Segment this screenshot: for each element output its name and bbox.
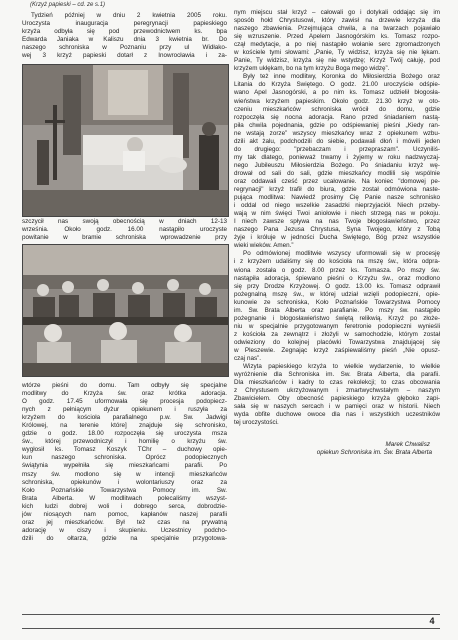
text-line: my tak dlatego, ponieważ trwamy i żyjemy w roku nadzwyczaj-: [234, 153, 440, 161]
text-line: Królowej, na terenie które] znajduje się schronisko,: [22, 422, 227, 430]
text-line: O godz. 17.45 uformowała się procesja podopiecz-: [22, 398, 227, 406]
text-line: naszego zbawienia. Przejmująca chwila, a na twarzach pojawiało: [234, 25, 440, 33]
text-line: sała się w naszych sercach i w pamięci oraz w historii. Niech: [234, 403, 440, 411]
text-line: wyróżnienie dla Schroniska im. Św. Brata Alberta, dla parafii.: [234, 371, 440, 379]
text-line: krzyża odbyła się pod przewodnictwem ks. bpa: [22, 28, 227, 36]
text-line: gdzie o godz. 18.00 rozpoczęła się uroczysta msza: [22, 430, 227, 438]
text-line: sposób hołd Chrystusowi, który zawisł na drzewie krzyża dla: [234, 17, 440, 25]
text-line: Uroczysta inauguracja peregrynacji papieskiego: [22, 20, 227, 28]
text-line: żyje i króluje w jedności Ducha Świętego, Bóg przez wszystkie: [234, 234, 440, 242]
text-line: pująca modlitwa: Nawiedź prosimy Cię Panie nasze schronisko: [234, 194, 440, 202]
footer-rule-bottom: [22, 628, 440, 629]
text-line: wygłosił ks. Tomasz Koszyk TChr – duchowy opie-: [22, 446, 227, 454]
right-column-text: [234, 9, 440, 458]
text-line: świątynia wypełniła się mieszkańcami parafii. Po: [22, 462, 227, 470]
text-line: wtórze pieśni do domu. Tam odbyły się specjalne: [22, 382, 227, 389]
footer-rule-top: [22, 614, 440, 615]
text-line: adorację w ciszy i skupieniu. Uczestnicy podcho-: [22, 526, 227, 534]
text-line: wieństwa krzyżem papieskim. Około godz. 21.30 krzyż w oto-: [234, 97, 440, 105]
text-line: jów niosących nam pomoc, kapłanów naszej parafii: [22, 510, 227, 518]
text-line: wyda obfite duchowe owoce dla nas i wszystkich uczestników: [234, 411, 440, 419]
congregation-photo: [22, 244, 229, 377]
text-line: pożegnanie i błogosławieństwo świętą relikwią. Krzyż po złoże-: [234, 314, 440, 322]
left-column-top-text: [22, 12, 227, 60]
text-line: się wzruszenie. Przed Apelem Jasnogórskim ks. Tomasz rozpo-: [234, 33, 440, 41]
text-line: czaj nas”.: [234, 355, 261, 363]
text-line: rozpoczęła się nocna adoracja. Rano przed śniadaniem nastą-: [234, 113, 440, 121]
text-line: dzili do ołtarza, gdzie na specjalnie przygotowa-: [22, 534, 227, 542]
text-line: dzili akt żalu, podchodzili do siebie, podawali dłoń i mówili jeden: [234, 137, 440, 145]
text-line: odwieziony do kolejnej placówki Towarzystwa znajdującej się: [234, 338, 440, 346]
text-line: oraz jej mieszkańców. Był też czas na prywatną: [22, 518, 227, 526]
text-line: Po odmówionej modlitwie wszyscy uformowali się w procesję: [243, 250, 440, 258]
text-line: niu w specjalnie przygotowanym feretronie podopieczni wynieśli: [234, 322, 440, 330]
page-number: 4: [429, 616, 435, 626]
church-altar-photo: [22, 64, 229, 217]
text-line: Panie, Ty widzisz, krzyża się nie wstydzę; Krzyż Twój całuję, pod: [234, 57, 440, 65]
text-line: wano Apel Jasnogórski, a po nim ks. Tomasz udzielił błogosła-: [234, 89, 440, 97]
text-line: nastąpiła adoracja, śpiewano pieśni o Krzyżu św., oraz modlono: [234, 274, 440, 282]
text-line: szczycił nas swoją obecnością w dniach 12-13: [22, 218, 227, 225]
text-line: Zbawicielem. Oby obecność papieskiego krzyża głęboko zapi-: [234, 395, 440, 403]
text-line: Tydzień później w dniu 2 kwietnia 2005 roku.: [31, 12, 227, 19]
author-name: Marek Chwalisz: [385, 441, 430, 449]
text-line: czął medytacje, a po niej nastąpiło wołanie serc zgromadzonych: [234, 41, 440, 49]
text-line: w kościele tymi słowami: „Panie, Ty widzisz, krzyża się nie lękam.: [234, 49, 440, 57]
text-line: piła chwila pojednania, gdzie po odśpiewaniej pieśni „Kiedy ran-: [234, 121, 440, 129]
text-line: w Pleszewie. Żegnając krzyż zaśpiewaliśmy pieśń „Nie opusz-: [234, 346, 440, 354]
left-column-middle-text: [22, 218, 227, 242]
text-line: wieki wieków. Amen.”: [234, 242, 294, 250]
text-line: pożegnalną mszę św., w której udział wzięli podopieczni, opie-: [234, 290, 440, 298]
text-line: naszego Pana Jezusa Chrystusa, Syna Twojego, który z Tobą: [234, 226, 440, 234]
text-line: tej uroczystości.: [234, 419, 279, 427]
text-line: Dla mieszkańców i kadry to czas rekolekcji; to czas obcowania: [234, 379, 440, 387]
left-column-bottom-text: [22, 382, 227, 543]
text-line: krzyżem ukłękam, bo na tym krzyżu Boga mego widzę”.: [234, 65, 390, 73]
text-line: nym miejscu stał krzyż – całowali go i dotykali oddając się im: [234, 9, 440, 16]
text-line: powitanie w bramie schroniska wprowadzenie przy: [22, 234, 227, 242]
text-line: się przy Drodze Krzyżowej. O godz. 13.00 ks. Tomasz odprawił: [234, 282, 440, 290]
text-line: drował od sali do sali, gdzie mieszkańcy modlili się wspólnie: [234, 169, 440, 177]
text-line: do drugiego: "przebaczam i przepraszam". Uczyniliś-: [234, 145, 440, 153]
text-line: św., której przewodniczył i homilię o krzyżu św.: [22, 438, 227, 446]
text-line: września. Około godz. 16.00 nastąpiło uroczyste: [22, 226, 227, 234]
text-line: Edwarda Janiaka w Kaliszu dnia 3 kwietnia br. Do: [22, 36, 227, 44]
text-line: z Chrystusem ukrzyżowanym i zmartwychwstałym – naszym: [234, 387, 440, 395]
text-line: oraz oddawali cześć przez ucałowanie. Na koniec "domowej pe-: [234, 177, 440, 185]
text-line: Litania do Krzyża Świętego. O godz. 21.00 uroczyście odśpie-: [234, 81, 440, 89]
text-line: Wizyta papieskiego krzyża to wielkie wydarzenie, to wielkie: [243, 363, 440, 371]
text-line: Brata Alberta. W modlitwach polecaliśmy wszyst-: [22, 494, 227, 502]
text-line: naszego schroniska w Poznaniu przy ul Widłako-: [22, 44, 227, 52]
text-line: i oddal od niego wszelkie zasadzki nieprzyjaciół. Niech przeby-: [234, 202, 440, 210]
text-line: wiona została o godz. 8.00 przez ks. Tomasza. Po mszy św.: [234, 266, 440, 274]
author-role: opiekun Schroniska im. Św. Brata Alberta: [316, 449, 432, 457]
text-line: wają w nim święci Twoi aniołowie i niech strzegą nas w pokoju.: [234, 210, 440, 218]
text-line: nego Jubileuszu Miłosierdzia Bożego. Po śniadaniu krzyż wę-: [234, 161, 440, 169]
text-line: kunowie ze schroniska, Koło Poznańskie Towarzystwa Pomocy: [234, 298, 440, 306]
text-line: kun naszego schroniska. Oprócz podopiecznych: [22, 454, 227, 462]
text-line: I niech zawsze spływa na nas Twoje błogosławieństwo, przez: [234, 218, 440, 226]
text-line: i z krzyżem udaliśmy się do kościoła na mszę św., która odpra-: [234, 258, 440, 266]
text-line: schroniska, opiekunów i wolontariuszy oraz za: [22, 478, 227, 486]
text-line: regrynacji" krzyż trafił do biura, gdzie został odmówiona naste-: [234, 186, 440, 194]
running-head: (Krzyż papieski – cd. ze s.1): [30, 2, 106, 8]
text-line: czeniu mieszkańców schroniska wrócił do domu, gdzie: [234, 105, 440, 113]
text-line: nych z pełniącym dyżur opiekunem i ruszyła za: [22, 406, 227, 414]
text-line: modlitwy do Krzyża św. oraz krótka adoracja.: [22, 390, 227, 398]
text-line: ne wstają zorze” wszyscy mieszkańcy wraz z opiekunem wzbu-: [234, 129, 440, 137]
text-line: krzyżem do kościoła parafialnego p.w. Św. Jadwigi: [22, 414, 227, 422]
text-line: z kościoła za zewnątrz i złożyli w samochodzie, którym został: [234, 330, 440, 338]
text-line: Koło Poznańskie Towarzystwa Pomocy im. Św.: [22, 486, 227, 494]
text-line: wej 3 krzyż papieski dotarł z Inowrocławia i za-: [22, 52, 227, 60]
text-line: im. Św. Brata Alberta oraz parafianie. Po mszy św. nastąpiło: [234, 306, 440, 314]
text-line: Były też inne modlitwy, Koronka do Miłosierdzia Bożego oraz: [243, 73, 440, 81]
text-line: kich ludzi dobrej woli i dobrego serca, dobrodzie-: [22, 502, 227, 510]
text-line: mszy św. modlono się w intencji mieszkańców: [22, 470, 227, 478]
